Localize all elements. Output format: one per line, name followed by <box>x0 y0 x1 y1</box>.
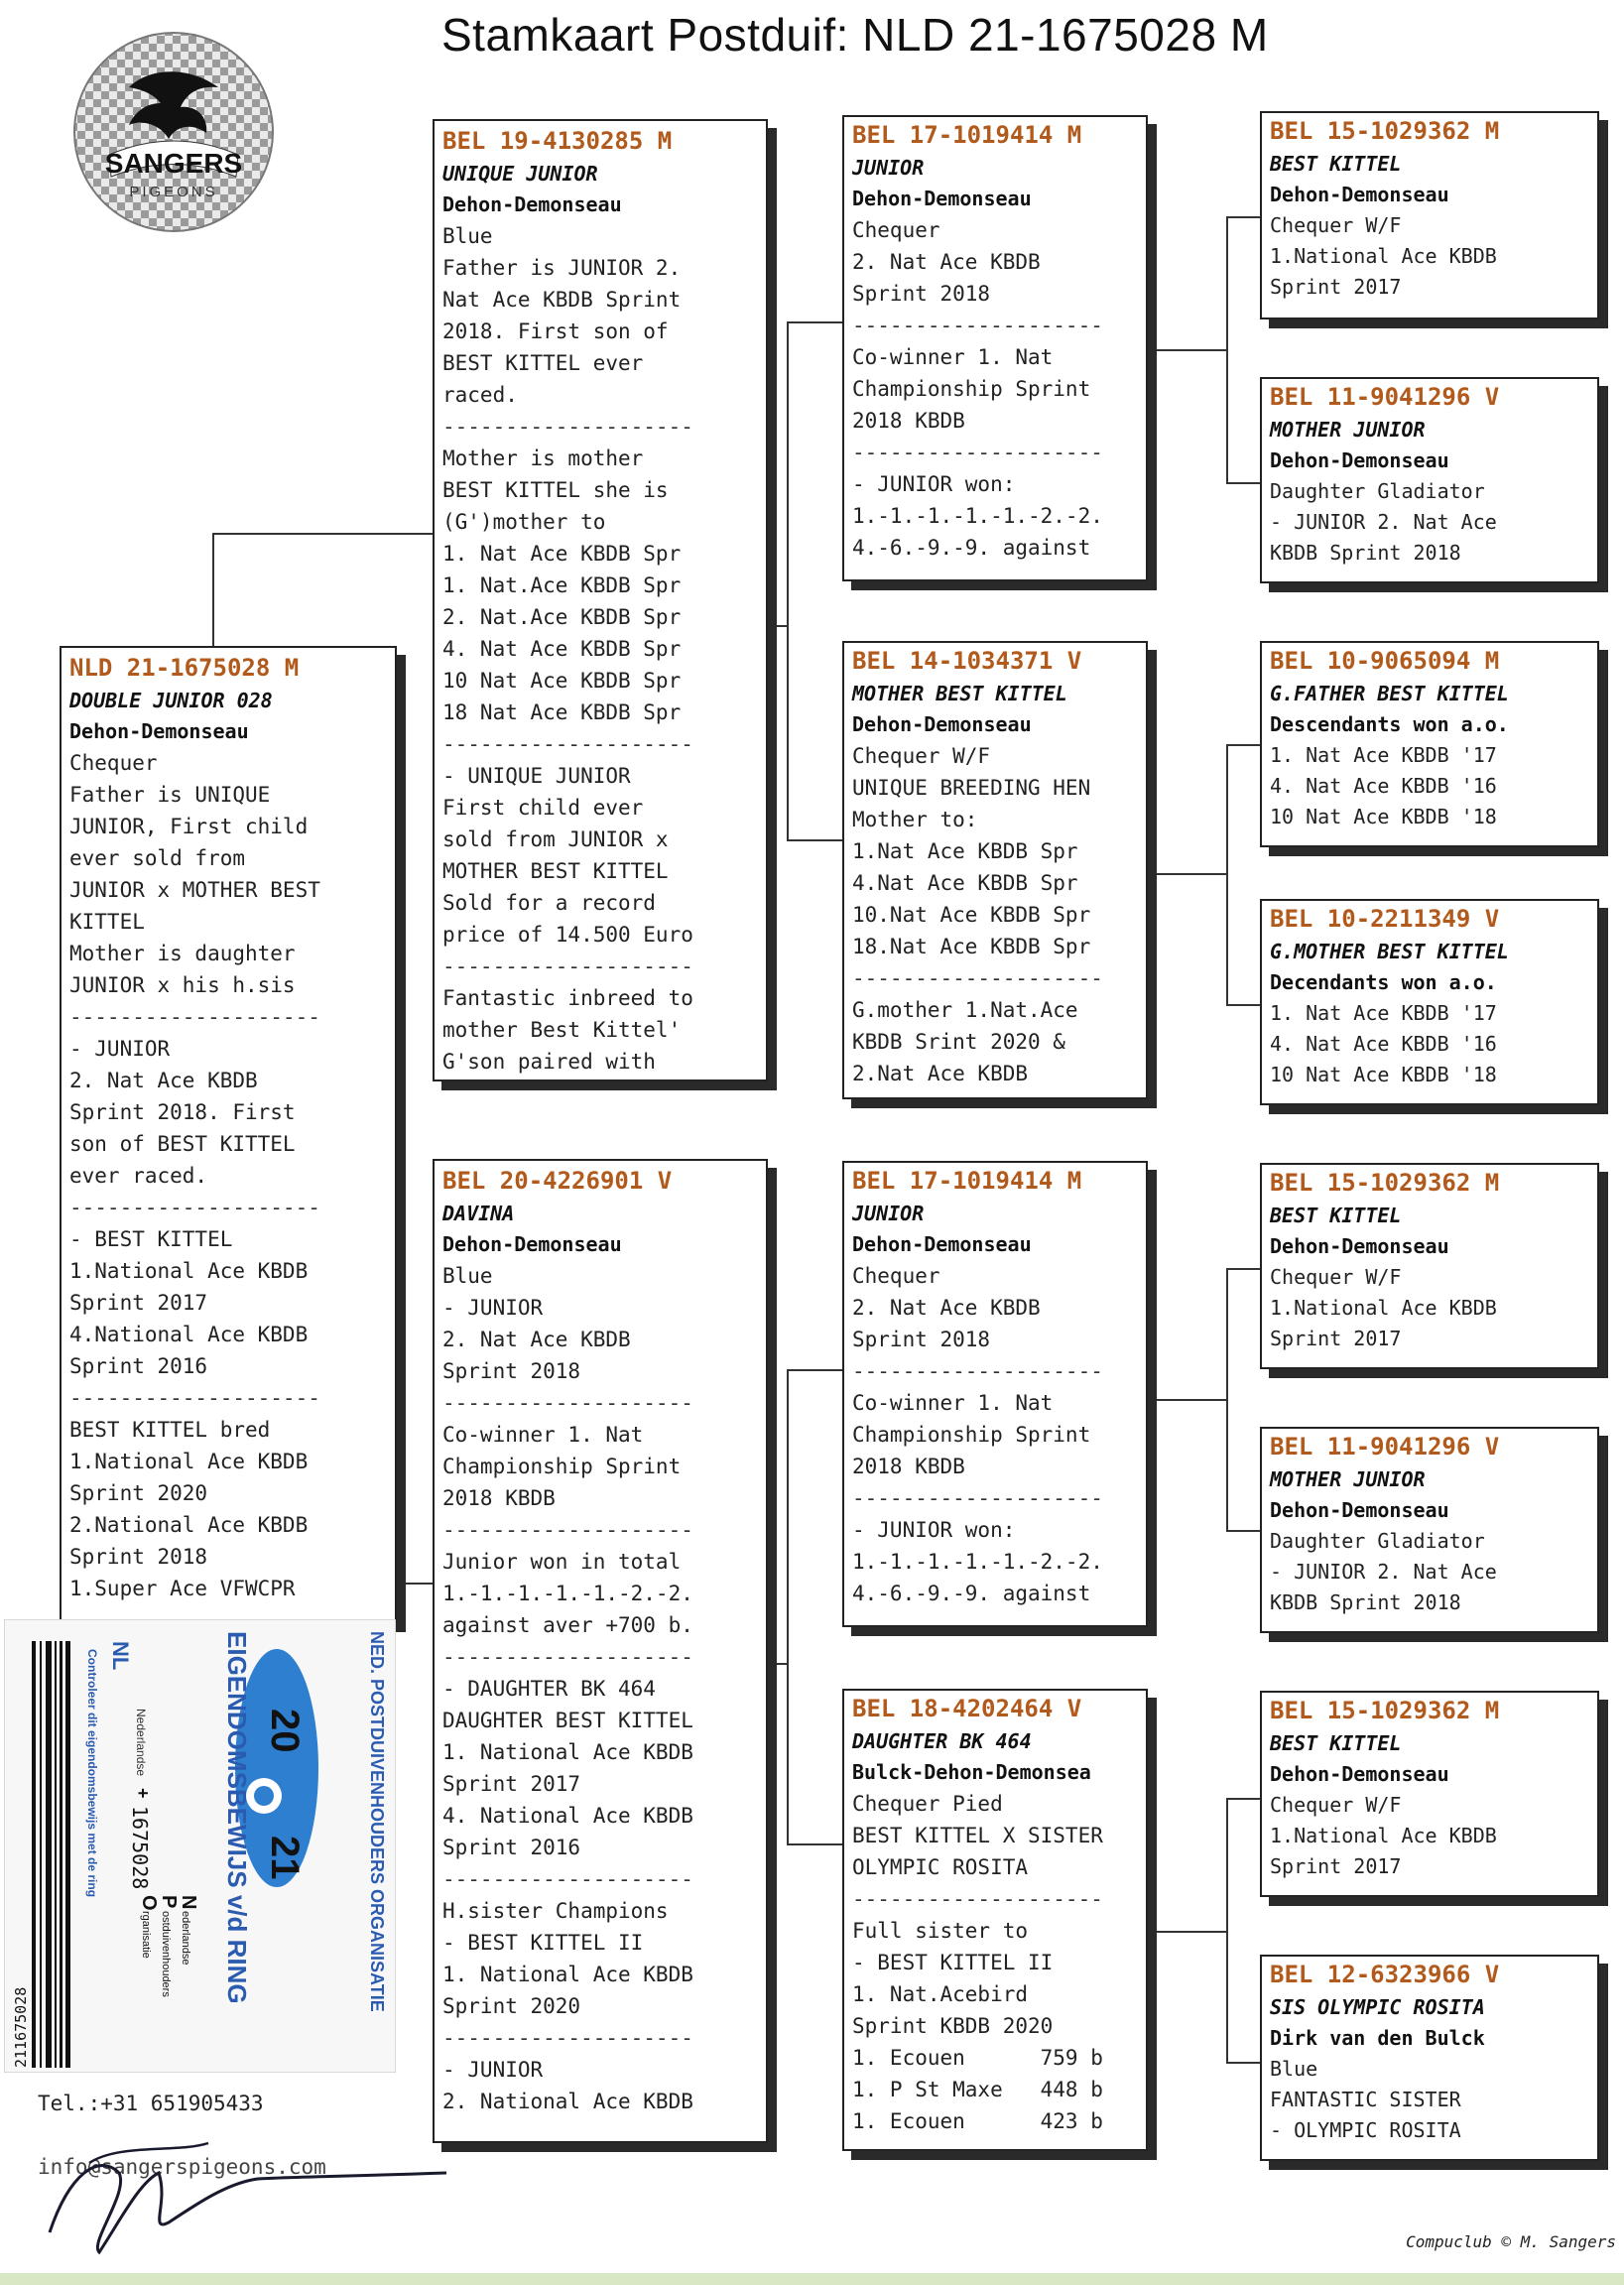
connector <box>777 625 789 627</box>
info-line: Father is UNIQUE <box>69 783 271 807</box>
svg-text:PIGEONS: PIGEONS <box>129 184 218 200</box>
breeder-name: Dirk van den Bulck <box>1270 2026 1485 2050</box>
pigeon-name: MOTHER JUNIOR <box>1270 1467 1426 1491</box>
svg-text:O: O <box>138 1895 160 1911</box>
pigeon-card-sire-dam <box>842 641 1148 1099</box>
connector <box>787 1369 789 1845</box>
info-line: - JUNIOR won: <box>852 1518 1016 1542</box>
ownership-certificate <box>4 1619 396 2073</box>
separator: -------------------- <box>442 1518 693 1542</box>
info-line: 4.National Ace KBDB <box>69 1323 309 1346</box>
info-line: 18.Nat Ace KBDB Spr <box>852 935 1091 958</box>
connector <box>1226 1004 1264 1006</box>
pigeon-card-dss <box>1260 1163 1599 1369</box>
info-line: - JUNIOR won: <box>852 472 1016 496</box>
svg-text:Nederlandse: Nederlandse <box>134 1709 148 1777</box>
pigeon-name: BEST KITTEL <box>1270 1204 1402 1227</box>
info-line: KITTEL <box>69 910 145 934</box>
info-line: 1. Ecouen 423 b <box>852 2109 1103 2133</box>
ring-number: BEL 17-1019414 M <box>852 121 1082 149</box>
pigeon-card-dsd <box>1260 1427 1599 1633</box>
info-line: Mother to: <box>852 808 978 831</box>
info-line: 2. Nat Ace KBDB <box>852 250 1041 274</box>
info-line: 10 Nat Ace KBDB '18 <box>1270 805 1497 828</box>
svg-text:NL: NL <box>108 1641 133 1671</box>
info-line: 2. National Ace KBDB <box>442 2090 693 2113</box>
breeder-name: Dehon-Demonseau <box>69 719 249 743</box>
info-line: Sprint 2018 <box>852 1328 991 1351</box>
info-line: Chequer W/F <box>1270 1265 1402 1289</box>
pigeon-card-dam <box>433 1159 768 2143</box>
ring-number: BEL 12-6323966 V <box>1270 1961 1500 1988</box>
ring-number: BEL 18-4202464 V <box>852 1695 1082 1722</box>
info-line: 1.Nat Ace KBDB Spr <box>852 839 1078 863</box>
info-line: - BEST KITTEL II <box>852 1951 1054 1974</box>
ring-number: BEL 11-9041296 V <box>1270 383 1500 411</box>
info-line: Daughter Gladiator <box>1270 479 1485 503</box>
info-line: - BEST KITTEL <box>69 1227 233 1251</box>
pigeon-card-dam-sire <box>842 1161 1148 1627</box>
info-line: Junior won in total <box>442 1550 682 1574</box>
info-line: 2018 KBDB <box>852 1455 965 1478</box>
info-line: mother Best Kittel' <box>442 1018 682 1042</box>
separator: -------------------- <box>69 1005 320 1029</box>
info-line: 10.Nat Ace KBDB Spr <box>852 903 1091 927</box>
info-line: raced. <box>442 383 518 407</box>
info-line: Sprint 2018 <box>852 282 991 306</box>
email-address: info@sangerspigeons.com <box>38 2155 326 2179</box>
info-line: (G')mother to <box>442 510 606 534</box>
info-line: 2. Nat.Ace KBDB Spr <box>442 605 682 629</box>
breeder-name: Dehon-Demonseau <box>442 192 622 216</box>
ring-number: BEL 10-2211349 V <box>1270 905 1500 933</box>
info-line: Sprint KBDB 2020 <box>852 2014 1054 2038</box>
software-credit: Compuclub © M. Sangers <box>1406 2232 1616 2251</box>
separator: -------------------- <box>852 441 1103 464</box>
pigeon-name: MOTHER JUNIOR <box>1270 418 1426 442</box>
ring-number: BEL 11-9041296 V <box>1270 1433 1500 1460</box>
pigeon-card-sss <box>1260 111 1599 319</box>
ring-number: BEL 15-1029362 M <box>1270 117 1500 145</box>
info-line: 4. National Ace KBDB <box>442 1804 693 1828</box>
separator: -------------------- <box>852 1887 1103 1911</box>
pigeon-name: DAVINA <box>442 1202 515 1225</box>
ring-number: BEL 10-9065094 M <box>1270 647 1500 675</box>
pigeon-card-dds <box>1260 1691 1599 1897</box>
pigeon-name: G.FATHER BEST KITTEL <box>1270 682 1509 705</box>
breeder-name: Decendants won a.o. <box>1270 970 1497 994</box>
info-line: JUNIOR, First child <box>69 815 309 838</box>
info-line: 18 Nat Ace KBDB Spr <box>442 700 682 724</box>
separator: -------------------- <box>442 415 693 439</box>
pigeon-card-sds <box>1260 641 1599 847</box>
info-line: sold from JUNIOR x <box>442 827 669 851</box>
svg-text:ederlandse: ederlandse <box>180 1911 191 1966</box>
svg-text:NED. POSTDUIVENHOUDERS ORGANIS: NED. POSTDUIVENHOUDERS ORGANISATIE <box>367 1631 387 2012</box>
info-line: 1. Nat Ace KBDB Spr <box>442 542 682 566</box>
svg-text:21: 21 <box>263 1836 307 1880</box>
info-line: 4. Nat Ace KBDB '16 <box>1270 1032 1497 1056</box>
connector <box>1226 2062 1264 2064</box>
svg-text:Controleer dit eigendomsbewijs: Controleer dit eigendomsbewijs met de ring <box>85 1649 99 1898</box>
info-line: - JUNIOR <box>442 1296 544 1320</box>
info-line: 2018 KBDB <box>852 409 965 433</box>
pigeon-card-ssd <box>1260 377 1599 583</box>
info-line: Chequer Pied <box>852 1792 1003 1816</box>
pigeon-name: JUNIOR <box>852 156 925 180</box>
info-line: 4.-6.-9.-9. against <box>852 536 1091 560</box>
connector <box>1226 744 1264 746</box>
info-line: Sprint 2018 <box>442 1359 581 1383</box>
connector <box>1157 349 1228 351</box>
info-line: 10 Nat Ace KBDB Spr <box>442 669 682 693</box>
connector <box>1226 216 1264 218</box>
info-line: Sprint 2017 <box>1270 275 1402 299</box>
separator: -------------------- <box>442 954 693 978</box>
info-line: Daughter Gladiator <box>1270 1529 1485 1553</box>
svg-text:EIGENDOMSBEWIJS v/d RING: EIGENDOMSBEWIJS v/d RING <box>222 1631 252 2004</box>
info-line: - JUNIOR <box>69 1037 171 1061</box>
info-line: BEST KITTEL she is <box>442 478 669 502</box>
info-line: KBDB Srint 2020 & <box>852 1030 1065 1054</box>
info-line: BEST KITTEL bred <box>69 1418 271 1442</box>
svg-text:rganisatie: rganisatie <box>140 1911 152 1959</box>
info-line: BEST KITTEL ever <box>442 351 644 375</box>
pigeon-name: DAUGHTER BK 464 <box>852 1729 1032 1753</box>
info-line: Sprint 2020 <box>442 1994 581 2018</box>
info-line: BEST KITTEL X SISTER <box>852 1824 1103 1847</box>
info-line: 2.Nat Ace KBDB <box>852 1062 1029 1085</box>
info-line: KBDB Sprint 2018 <box>1270 1590 1461 1614</box>
info-line: 2018 KBDB <box>442 1486 556 1510</box>
pigeon-name: MOTHER BEST KITTEL <box>852 682 1067 705</box>
info-line: Sprint 2020 <box>69 1481 208 1505</box>
info-line: First child ever <box>442 796 644 820</box>
connector <box>1157 1399 1228 1401</box>
info-line: 1.-1.-1.-1.-1.-2.-2. <box>852 1550 1103 1574</box>
pigeon-name: G.MOTHER BEST KITTEL <box>1270 940 1509 963</box>
info-line: OLYMPIC ROSITA <box>852 1855 1029 1879</box>
connector <box>787 321 789 839</box>
info-line: 1. National Ace KBDB <box>442 1963 693 1986</box>
ring-number: BEL 19-4130285 M <box>442 127 673 155</box>
info-line: Championship Sprint <box>852 1423 1091 1447</box>
info-line: 1.National Ace KBDB <box>1270 1824 1497 1847</box>
info-line: 2018. First son of <box>442 319 669 343</box>
separator: -------------------- <box>442 732 693 756</box>
info-line: - JUNIOR 2. Nat Ace <box>1270 1560 1497 1584</box>
info-line: Sprint 2018 <box>69 1545 208 1569</box>
info-line: 10 Nat Ace KBDB '18 <box>1270 1063 1497 1086</box>
separator: -------------------- <box>69 1386 320 1410</box>
separator: -------------------- <box>442 2026 693 2050</box>
info-line: 4.-6.-9.-9. against <box>852 1582 1091 1605</box>
info-line: Blue <box>1270 2057 1318 2081</box>
ring-number: BEL 15-1029362 M <box>1270 1697 1500 1724</box>
info-line: 2.National Ace KBDB <box>69 1513 309 1537</box>
separator: -------------------- <box>442 1391 693 1415</box>
breeder-name: Dehon-Demonseau <box>1270 448 1449 472</box>
info-line: Sprint 2017 <box>69 1291 208 1315</box>
info-line: G'son paired with <box>442 1050 656 1074</box>
breeder-name: Dehon-Demonseau <box>442 1232 622 1256</box>
info-line: FANTASTIC SISTER <box>1270 2088 1461 2111</box>
connector <box>787 1843 844 1845</box>
info-line: - UNIQUE JUNIOR <box>442 764 631 788</box>
info-line: 4. Nat Ace KBDB Spr <box>442 637 682 661</box>
pigeon-card-main <box>60 646 397 1623</box>
breeder-name: Dehon-Demonseau <box>1270 183 1449 206</box>
svg-text:1675028: 1675028 <box>128 1806 152 1890</box>
info-line: Mother is daughter <box>69 942 296 965</box>
breeder-name: Descendants won a.o. <box>1270 712 1509 736</box>
connector <box>777 1663 789 1665</box>
info-line: Mother is mother <box>442 446 644 470</box>
info-line: Sprint 2016 <box>442 1836 581 1859</box>
pigeon-card-sdd <box>1260 899 1599 1105</box>
info-line: 1.National Ace KBDB <box>69 1450 309 1473</box>
info-line: 1. Nat.Ace KBDB Spr <box>442 573 682 597</box>
info-line: Chequer W/F <box>1270 1793 1402 1817</box>
sangers-pigeons-logo <box>69 28 278 236</box>
breeder-name: Dehon-Demonseau <box>1270 1498 1449 1522</box>
separator: -------------------- <box>852 1359 1103 1383</box>
info-line: 1. Nat Ace KBDB '17 <box>1270 743 1497 767</box>
ring-number: BEL 15-1029362 M <box>1270 1169 1500 1197</box>
connector <box>212 533 435 535</box>
pigeon-card-ddd <box>1260 1955 1599 2161</box>
info-line: DAUGHTER BEST KITTEL <box>442 1709 693 1732</box>
connector <box>787 839 844 841</box>
connector <box>1226 1530 1264 1532</box>
info-line: 1.National Ace KBDB <box>1270 1296 1497 1320</box>
info-line: Blue <box>442 224 493 248</box>
info-line: Nat Ace KBDB Sprint <box>442 288 682 312</box>
breeder-name: Dehon-Demonseau <box>1270 1234 1449 1258</box>
info-line: - DAUGHTER BK 464 <box>442 1677 656 1701</box>
pigeon-name: SIS OLYMPIC ROSITA <box>1270 1995 1485 2019</box>
pigeon-card-dam-dam <box>842 1689 1148 2151</box>
svg-text:20: 20 <box>263 1709 307 1753</box>
svg-text:P: P <box>158 1895 180 1909</box>
connector <box>1226 482 1264 484</box>
pigeon-card-sire <box>433 119 768 1081</box>
ring-number: NLD 21-1675028 M <box>69 654 300 682</box>
svg-text:N: N <box>178 1895 199 1910</box>
info-line: 1.National Ace KBDB <box>69 1259 309 1283</box>
connector <box>1226 1798 1228 2062</box>
info-line: G.mother 1.Nat.Ace <box>852 998 1078 1022</box>
info-line: Chequer <box>852 218 940 242</box>
info-line: MOTHER BEST KITTEL <box>442 859 669 883</box>
pigeon-name: UNIQUE JUNIOR <box>442 162 598 186</box>
info-line: JUNIOR x MOTHER BEST <box>69 878 320 902</box>
info-line: Championship Sprint <box>852 377 1091 401</box>
info-line: UNIQUE BREEDING HEN <box>852 776 1091 800</box>
connector <box>1226 1268 1264 1270</box>
info-line: 1. National Ace KBDB <box>442 1740 693 1764</box>
ring-number: BEL 17-1019414 M <box>852 1167 1082 1195</box>
separator: -------------------- <box>442 1645 693 1669</box>
info-line: Co-winner 1. Nat <box>442 1423 644 1447</box>
info-line: 2. Nat Ace KBDB <box>442 1328 631 1351</box>
info-line: 1. Nat.Acebird <box>852 1982 1029 2006</box>
info-line: price of 14.500 Euro <box>442 923 693 947</box>
info-line: JUNIOR x his h.sis <box>69 973 296 997</box>
info-line: - JUNIOR 2. Nat Ace <box>1270 510 1497 534</box>
ring-number: BEL 20-4226901 V <box>442 1167 673 1195</box>
info-line: against aver +700 b. <box>442 1613 693 1637</box>
info-line: Full sister to <box>852 1919 1029 1943</box>
separator: -------------------- <box>69 1196 320 1219</box>
info-line: Co-winner 1. Nat <box>852 1391 1054 1415</box>
info-line: - BEST KITTEL II <box>442 1931 644 1955</box>
pigeon-name: DOUBLE JUNIOR 028 <box>69 689 273 712</box>
svg-text:SANGERS: SANGERS <box>104 148 243 179</box>
connector <box>1157 873 1228 875</box>
info-line: Sold for a record <box>442 891 656 915</box>
info-line: Chequer <box>852 1264 940 1288</box>
info-line: Sprint 2017 <box>442 1772 581 1796</box>
info-line: 1.National Ace KBDB <box>1270 244 1497 268</box>
separator: -------------------- <box>852 314 1103 337</box>
pigeon-card-sire-sire <box>842 115 1148 581</box>
breeder-name: Dehon-Demonseau <box>852 1232 1032 1256</box>
info-line: H.sister Champions <box>442 1899 669 1923</box>
info-line: Father is JUNIOR 2. <box>442 256 682 280</box>
breeder-name: Dehon-Demonseau <box>852 712 1032 736</box>
info-line: Sprint 2017 <box>1270 1327 1402 1350</box>
info-line: 1.-1.-1.-1.-1.-2.-2. <box>442 1582 693 1605</box>
info-line: Sprint 2018. First <box>69 1100 296 1124</box>
info-line: son of BEST KITTEL <box>69 1132 296 1156</box>
info-line: Chequer <box>69 751 158 775</box>
info-line: 4. Nat Ace KBDB '16 <box>1270 774 1497 798</box>
separator: -------------------- <box>442 1867 693 1891</box>
info-line: Sprint 2016 <box>69 1354 208 1378</box>
pigeon-name: BEST KITTEL <box>1270 1731 1402 1755</box>
info-line: Blue <box>442 1264 493 1288</box>
connector <box>787 1369 844 1371</box>
separator: -------------------- <box>852 1486 1103 1510</box>
info-line: 1.-1.-1.-1.-1.-2.-2. <box>852 504 1103 528</box>
svg-text:211675028: 211675028 <box>12 1986 30 2068</box>
info-line: 2. Nat Ace KBDB <box>852 1296 1041 1320</box>
info-line: 1. Nat Ace KBDB '17 <box>1270 1001 1497 1025</box>
connector <box>395 1583 435 1585</box>
info-line: Fantastic inbreed to <box>442 986 693 1010</box>
info-line: 1. Ecouen 759 b <box>852 2046 1103 2070</box>
info-line: 1.Super Ace VFWCPR <box>69 1577 296 1600</box>
info-line: KBDB Sprint 2018 <box>1270 541 1461 565</box>
connector <box>212 533 214 652</box>
page-title: Stamkaart Postduif: NLD 21-1675028 M <box>441 9 1269 61</box>
separator: -------------------- <box>852 966 1103 990</box>
breeder-name: Bulck-Dehon-Demonsea <box>852 1760 1091 1784</box>
pigeon-name: BEST KITTEL <box>1270 152 1402 176</box>
signature <box>30 2113 446 2262</box>
info-line: Championship Sprint <box>442 1455 682 1478</box>
connector <box>1157 1931 1228 1933</box>
ring-number: BEL 14-1034371 V <box>852 647 1082 675</box>
info-line: - OLYMPIC ROSITA <box>1270 2118 1461 2142</box>
info-line: ever raced. <box>69 1164 208 1188</box>
info-line: Sprint 2017 <box>1270 1854 1402 1878</box>
info-line: Chequer W/F <box>852 744 991 768</box>
info-line: 1. P St Maxe 448 b <box>852 2078 1103 2101</box>
info-line: - JUNIOR <box>442 2058 544 2082</box>
connector <box>1226 1798 1264 1800</box>
svg-text:ostduivenhouders: ostduivenhouders <box>160 1911 172 1997</box>
connector <box>787 321 844 323</box>
info-line: Chequer W/F <box>1270 213 1402 237</box>
breeder-name: Dehon-Demonseau <box>1270 1762 1449 1786</box>
info-line: 2. Nat Ace KBDB <box>69 1069 258 1092</box>
info-line: Co-winner 1. Nat <box>852 345 1054 369</box>
info-line: ever sold from <box>69 846 246 870</box>
info-line: 4.Nat Ace KBDB Spr <box>852 871 1078 895</box>
scan-edge <box>0 2273 1624 2285</box>
phone-number: Tel.:+31 651905433 <box>38 2092 264 2115</box>
pigeon-name: JUNIOR <box>852 1202 925 1225</box>
breeder-name: Dehon-Demonseau <box>852 187 1032 210</box>
svg-text:+: + <box>133 1788 153 1799</box>
